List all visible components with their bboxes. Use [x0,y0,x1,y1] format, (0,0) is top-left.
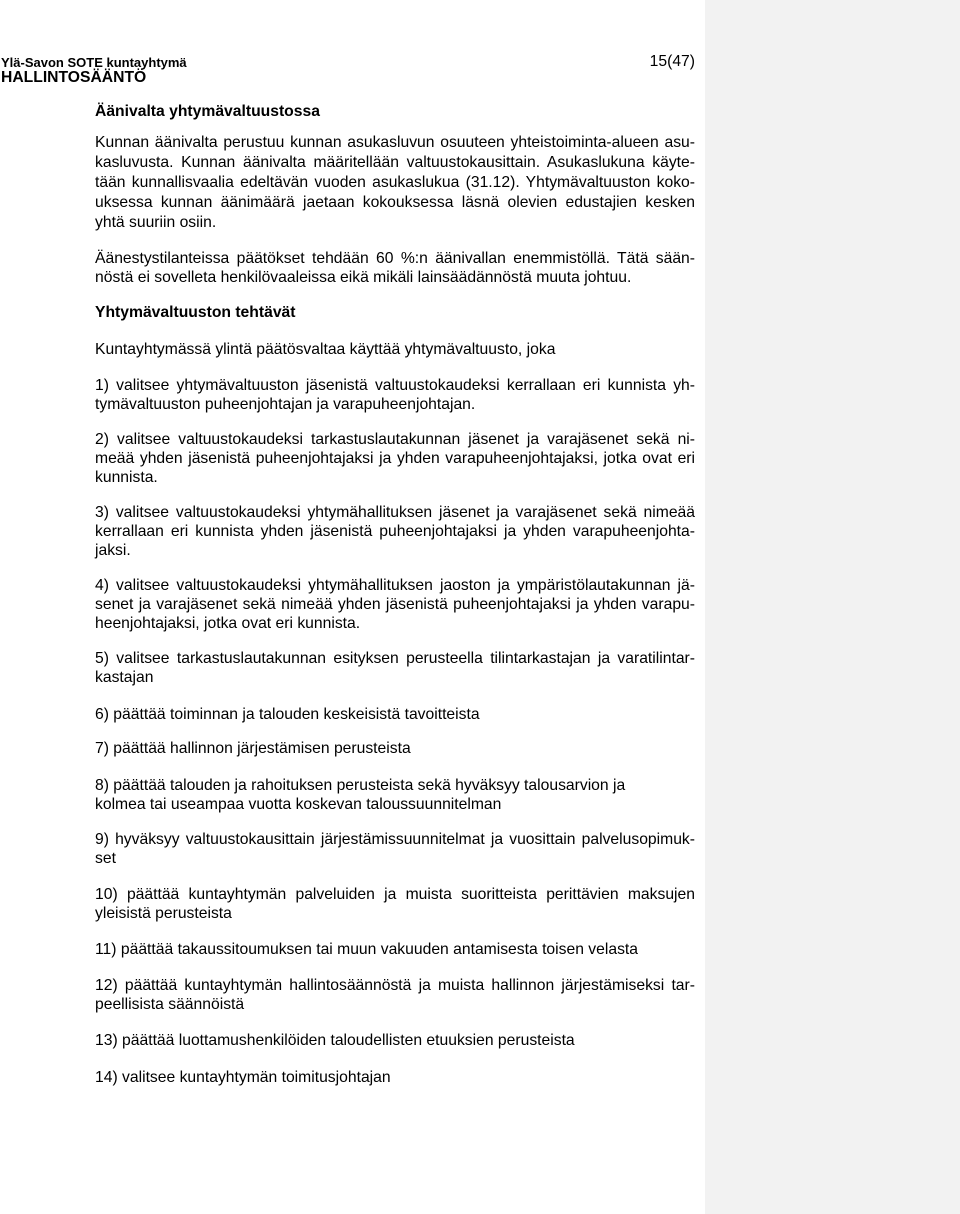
list-item-line: 14) valitsee kuntayhtymän toimitusjohtajan [95,1069,391,1086]
list-item-line: 10) päättää kuntayhtymän palveluiden ja muista suoritteista perittävien maksujen [95,886,695,903]
paragraph-line: uksessa kunnan äänimäärä jaetaan kokouksessa läsnä olevien edustajien kesken [95,194,695,211]
duty-item-2 [95,430,695,487]
duty-item-3 [95,503,695,560]
duty-item-12 [95,976,695,1014]
list-item-line: meää yhden jäsenistä puheenjohtajaksi ja yhden varapuheenjohtajaksi, jotka ovat eri [95,450,695,467]
list-item-line: 4) valitsee valtuustokaudeksi yhtymähallituksen jaoston ja ympäristölautakunnan jä- [95,577,695,594]
duty-item-9 [95,830,695,868]
list-item-line: kastajan [95,669,154,686]
list-item-line: 11) päättää takaussitoumuksen tai muun vakuuden antamisesta toisen velasta [95,941,638,958]
list-item-line: 2) valitsee valtuustokaudeksi tarkastuslautakunnan jäsenet ja varajäsenet sekä ni- [95,431,695,448]
list-item-line: senet ja varajäsenet sekä nimeää yhden jäsenistä puheenjohtajaksi ja yhden varapu- [95,596,695,613]
list-item-line: heenjohtajaksi, jotka ovat eri kunnista. [95,615,361,632]
duty-item-8 [95,776,695,814]
paragraph-line: kasluvusta. Kunnan äänivalta määritellään valtuustokausittain. Asukaslukuna käyte- [95,154,695,171]
header-organization: Ylä-Savon SOTE kuntayhtymä [1,55,187,70]
list-item-line: 5) valitsee tarkastuslautakunnan esityksen perusteella tilintarkastajan ja varatilintar- [95,650,695,667]
list-item-line: 9) hyväksyy valtuustokausittain järjestämissuunnitelmat ja vuosittain palvelusopimuk- [95,831,695,848]
paragraph-line: Kunnan äänivalta perustuu kunnan asukasluvun osuuteen yhteistoiminta-alueen asu- [95,134,695,151]
duty-item-1 [95,376,695,414]
paragraph-line: nöstä ei sovelleta henkilövaaleissa eikä mikäli lainsäädännöstä muuta johtuu. [95,269,632,286]
duty-item-4 [95,576,695,633]
duty-item-13 [95,1031,695,1050]
list-item-line: jaksi. [95,542,131,559]
duty-item-10 [95,885,695,923]
list-item-line: set [95,850,116,867]
list-item-line: peellisista säännöistä [95,996,245,1013]
duty-item-5 [95,649,695,687]
duty-item-7 [95,739,695,758]
duty-item-14 [95,1068,695,1087]
list-item-line: kerrallaan eri kunnista yhden jäsenistä puheenjohtajaksi ja yhden varapuheenjohta- [95,523,695,540]
list-item-line: 3) valitsee valtuustokaudeksi yhtymähallituksen jäsenet ja varajäsenet sekä nimeää [95,504,695,521]
page-number: 15(47) [649,53,695,70]
section-heading-voting-power: Äänivalta yhtymävaltuustossa [95,103,320,120]
list-item-line: 7) päättää hallinnon järjestämisen perusteista [95,740,411,757]
paragraph-voting-majority [95,249,695,287]
side-panel [705,0,960,1214]
list-item-line: kunnista. [95,469,158,486]
section-heading-duties: Yhtymävaltuuston tehtävät [95,304,296,321]
duties-intro [95,340,695,359]
header-document-title: HALLINTOSÄÄNTÖ [1,69,147,86]
list-item-line: 13) päättää luottamushenkilöiden taloudellisten etuuksien perusteista [95,1032,575,1049]
list-item-line: 8) päättää talouden ja rahoituksen perusteista sekä hyväksyy talousarvion ja [95,777,626,794]
paragraph-line: tään kunnallisvaalia edeltävän vuoden asukaslukua (31.12). Yhtymävaltuuston koko- [95,174,695,191]
paragraph-line: Kuntayhtymässä ylintä päätösvaltaa käyttää yhtymävaltuusto, joka [95,341,556,358]
list-item-line: 1) valitsee yhtymävaltuuston jäsenistä valtuustokaudeksi kerrallaan eri kunnista yh- [95,377,695,394]
duty-item-6 [95,705,695,724]
paragraph-line: yhtä suuriin osiin. [95,214,217,231]
paragraph-line: Äänestystilanteissa päätökset tehdään 60 %:n äänivallan enemmistöllä. Tätä sään- [95,250,695,267]
list-item-line: kolmea tai useampaa vuotta koskevan taloussuunnitelman [95,796,502,813]
list-item-line: 6) päättää toiminnan ja talouden keskeisistä tavoitteista [95,706,480,723]
list-item-line: yleisistä perusteista [95,905,232,922]
paragraph-voting-power [95,133,695,233]
list-item-line: tymävaltuuston puheenjohtajan ja varapuheenjohtajan. [95,396,476,413]
duty-item-11 [95,940,695,959]
list-item-line: 12) päättää kuntayhtymän hallintosäännöstä ja muista hallinnon järjestämiseksi tar- [95,977,695,994]
